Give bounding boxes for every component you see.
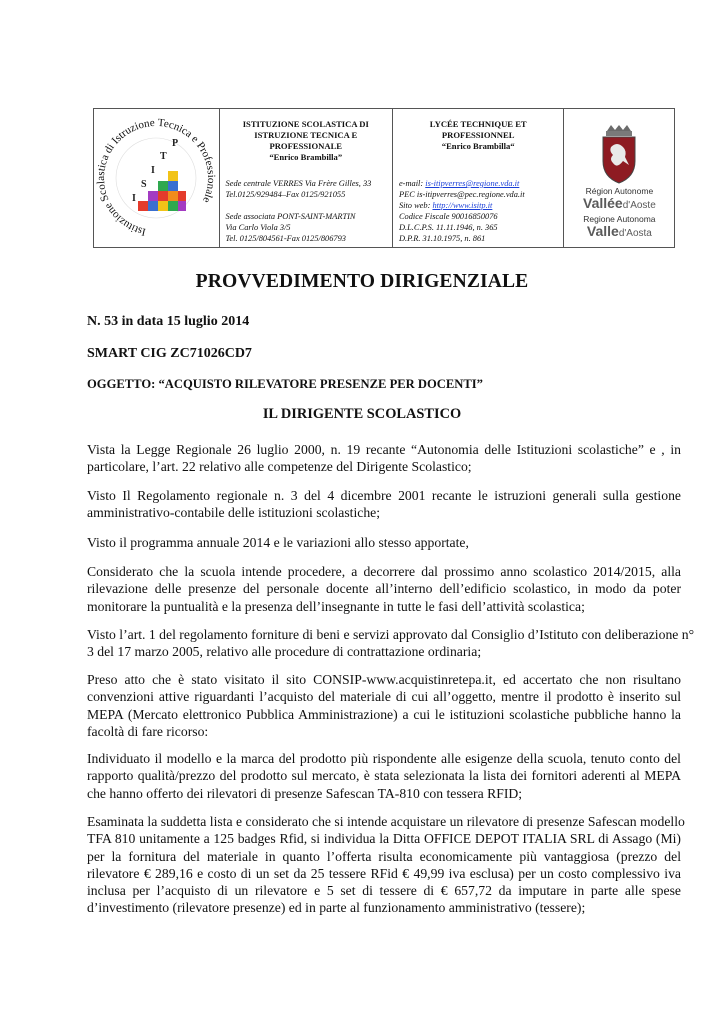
web-link[interactable]: http://www.isitp.it bbox=[432, 201, 493, 210]
dlcps-line: D.L.C.P.S. 11.11.1946, n. 365 bbox=[398, 223, 498, 232]
logo-blocks bbox=[138, 171, 186, 211]
logo-letter-1: I bbox=[132, 193, 136, 204]
paragraph-line: amministrativo-contabile delle istituzioni scolastiche; bbox=[87, 505, 381, 521]
email-link[interactable]: is-itipverres@regione.vda.it bbox=[425, 179, 520, 188]
paragraph-line: d’investimento (rilevatore presenze) ed in parte al funzionamento amministrativo (tessere); bbox=[87, 900, 586, 916]
region-crest-icon bbox=[599, 125, 639, 185]
school-logo-cell bbox=[94, 109, 220, 247]
paragraph-3 bbox=[87, 534, 681, 551]
region-line-1: Région Autonome bbox=[585, 186, 654, 196]
paragraph-line: che hanno offerto dei rilevatori di presenze Safescan TA-810 con tessera RFID; bbox=[87, 785, 523, 801]
fiscal-code: Codice Fiscale 90016850076 bbox=[398, 212, 498, 221]
letterhead-table bbox=[93, 108, 675, 248]
paragraph-1 bbox=[87, 441, 681, 476]
paragraph-line: particolare, l’art. 22 relativo alle competenze del Dirigente Scolastico; bbox=[87, 459, 472, 475]
web-line bbox=[399, 200, 557, 211]
paragraph-line: Visto il programma annuale 2014 e le variazioni allo stesso apportate, bbox=[87, 535, 469, 550]
section-heading: IL DIRIGENTE SCOLASTICO bbox=[262, 406, 462, 422]
paragraph-line: Visto Il Regolamento regionale n. 3 del 4 dicembre 2001 recante le istruzioni generali sulla gestione bbox=[87, 488, 681, 503]
region-name bbox=[564, 187, 674, 241]
pec-line: PEC is-itipverres@pec.regione.vda.it bbox=[398, 190, 525, 199]
region-line-2 bbox=[564, 196, 674, 213]
associated-line-2: Via Carlo Viola 3/5 bbox=[225, 223, 291, 232]
paragraph-5 bbox=[87, 626, 695, 661]
french-subtitle: “Enrico Brambilla“ bbox=[441, 141, 515, 151]
paragraph-line: Preso atto che è stato visitato il sito CONSIP-www.acquistinretepa.it, ed accertato che non risultano bbox=[87, 672, 681, 687]
italian-title-line-3: PROFESSIONALE bbox=[269, 141, 343, 151]
paragraph-line: per la fornitura del materiale in quanto l’offerta risulta economicamente più vantaggiosa (prezzo del bbox=[87, 848, 681, 864]
dpr-line: D.P.R. 31.10.1975, n. 861 bbox=[398, 234, 486, 243]
paragraph-line: Esaminata la suddetta lista e considerato che si intende acquistare un rilevatore di presenze Safescan modello bbox=[87, 814, 685, 829]
web-label: Sito web: bbox=[398, 201, 433, 210]
region-logo-cell bbox=[564, 109, 674, 247]
paragraph-6 bbox=[87, 671, 681, 740]
paragraph-4 bbox=[87, 563, 681, 615]
paragraph-7 bbox=[87, 750, 681, 802]
region-line-4b: d'Aosta bbox=[618, 228, 652, 239]
address-line-2: Tel.0125/929484–Fax 0125/921055 bbox=[225, 190, 346, 199]
paragraph-line: rapporto qualità/prezzo del prodotto sul mercato, è stata selezionata la lista dei fornitori aderenti al MEPA bbox=[87, 768, 681, 784]
logo-letter-2: S bbox=[141, 179, 147, 190]
italian-title-line-1: ISTITUZIONE SCOLASTICA DI bbox=[242, 119, 369, 129]
paragraph-line: Visto l’art. 1 del regolamento forniture di beni e servizi approvato dal Consiglio d’Istituto con deliberazione n° bbox=[87, 627, 695, 642]
region-line-4a: Valle bbox=[586, 223, 619, 239]
cig-code: SMART CIG ZC71026CD7 bbox=[87, 346, 252, 361]
paragraph-line: Individuato il modello e la marca del prodotto più rispondente alle esigenze della scuola, tenuto conto del bbox=[87, 751, 681, 766]
region-line-4 bbox=[564, 224, 674, 241]
paragraph-line: inclusa per l’acquisto di un rilevatore e 5 set di tessere di € 657,72 da imputare in parte alle spese bbox=[87, 883, 681, 899]
region-line-2a: Vallée bbox=[583, 195, 623, 211]
paragraph-line: MEPA (Mercato elettronico Pubblica Amministrazione) a cui le istituzioni scolastiche pubbliche hanno la bbox=[87, 706, 681, 722]
italian-title-line-2: ISTRUZIONE TECNICA E bbox=[254, 130, 358, 140]
logo-ring-text: Istituzione Scolastica di Istruzione Tecnica e Professionale bbox=[95, 116, 218, 238]
email-label: e-mail: bbox=[398, 179, 426, 188]
document-number: N. 53 in data 15 luglio 2014 bbox=[87, 314, 250, 329]
paragraph-line: TFA 810 unitamente a 125 badges Rfid, si individua la Ditta OFFICE DEPOT ITALIA SRL di Assago (Mi) bbox=[87, 831, 681, 847]
paragraph-line: convenzioni attive riguardanti l’acquisto del materiale di cui all’oggetto, mentre il prodotto è inserito sul bbox=[87, 689, 681, 705]
region-line-3: Regione Autonoma bbox=[583, 214, 656, 224]
italian-address bbox=[226, 178, 386, 244]
associated-line-3: Tel. 0125/804561-Fax 0125/806793 bbox=[225, 234, 346, 243]
paragraph-line: rilevazione delle presenze del personale docente all’interno dell’edificio scolastico, in modo da poter bbox=[87, 581, 681, 597]
address-line-1: Sede centrale VERRES Via Frère Gilles, 33 bbox=[225, 179, 372, 188]
french-title-line-2: PROFESSIONNEL bbox=[441, 130, 515, 140]
logo-letter-3: I bbox=[151, 165, 155, 176]
associated-line-1: Sede associata PONT-SAINT-MARTIN bbox=[225, 212, 356, 221]
french-title-line-1: LYCÉE TECHNIQUE ET bbox=[429, 119, 527, 129]
paragraph-line: 3 del 17 marzo 2005, relativo alle procedure di contrattazione ordinaria; bbox=[87, 644, 482, 660]
subject-line: OGGETTO: “ACQUISTO RILEVATORE PRESENZE PER DOCENTI” bbox=[87, 377, 483, 391]
paragraph-line: Vista la Legge Regionale 26 luglio 2000, n. 19 recante “Autonomia delle Istituzioni scolastiche” e , in bbox=[87, 442, 681, 457]
logo-letter-4: T bbox=[160, 151, 167, 162]
paragraph-line: rilevatore € 289,16 e costo di un set da 25 tessere RFid € 49,99 iva esclusa) per un costo complessivo iva bbox=[87, 865, 681, 881]
italian-institution-cell bbox=[220, 109, 393, 247]
french-contacts bbox=[399, 178, 557, 244]
logo-letter-5: P bbox=[172, 138, 179, 149]
paragraph-line: facoltà di fare ricorso: bbox=[87, 723, 209, 739]
paragraph-8 bbox=[87, 813, 685, 917]
school-logo bbox=[94, 109, 218, 247]
paragraph-line: monitorare la puntualità e la presenza dell’insegnante in tutte le fasi dell’attività scolastica; bbox=[87, 598, 585, 614]
italian-subtitle: “Enrico Brambilla” bbox=[269, 152, 343, 162]
email-line bbox=[399, 178, 557, 189]
paragraph-2 bbox=[87, 487, 681, 522]
paragraph-line: Considerato che la scuola intende procedere, a decorrere dal prossimo anno scolastico 2014/2015, alla bbox=[87, 564, 681, 579]
document-title: PROVVEDIMENTO DIRIGENZIALE bbox=[195, 271, 529, 292]
region-line-2b: d'Aoste bbox=[622, 200, 656, 211]
french-institution-cell bbox=[393, 109, 564, 247]
